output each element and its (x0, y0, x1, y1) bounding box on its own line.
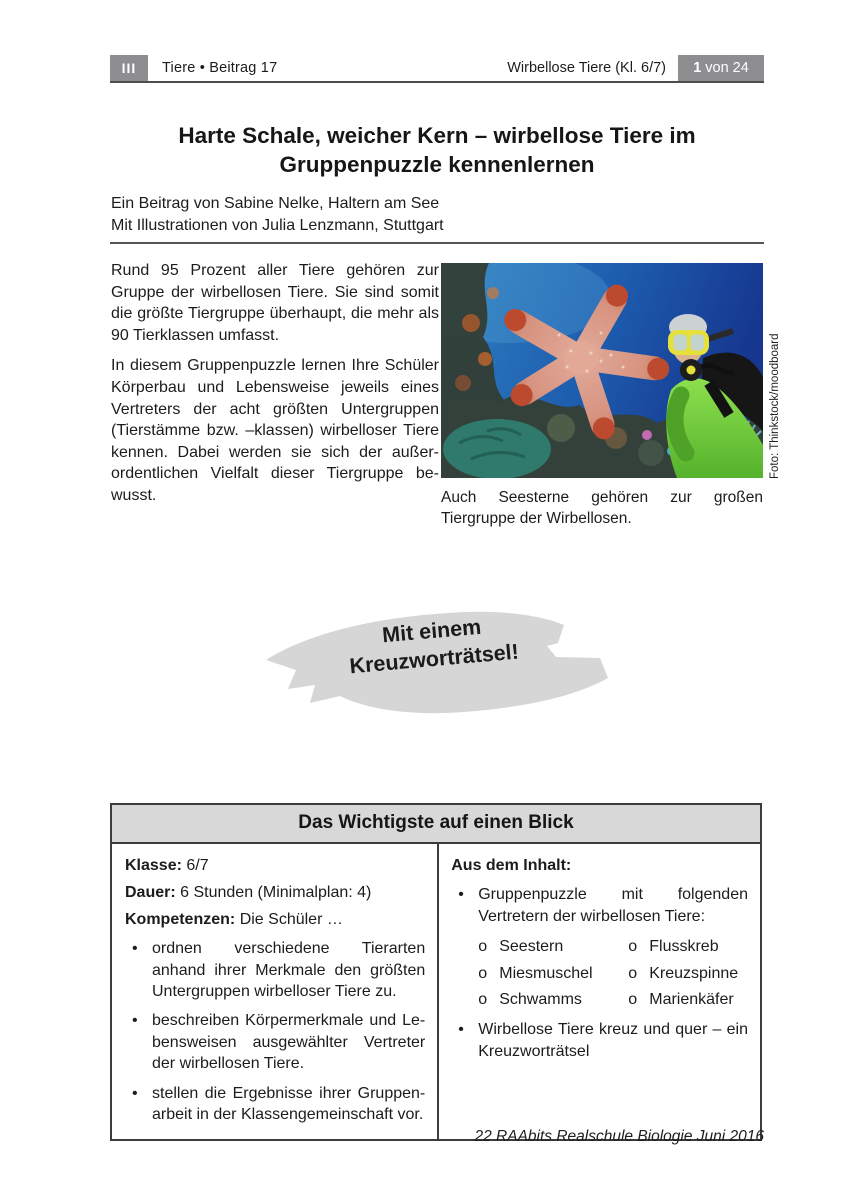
competency-bullet-1 (125, 938, 425, 1002)
banner-line2: Kreuzworträtsel! (348, 639, 520, 679)
inhalt-bullet-2 (451, 1019, 748, 1062)
circle-marker: o (478, 991, 488, 1009)
animal-list (478, 936, 748, 1010)
section-badge: III (110, 55, 148, 81)
author-line2: Mit Illustrationen von Julia Lenzmann, Stuttgart (111, 216, 444, 234)
animal-label: Seestern (499, 938, 564, 956)
animal-item-flusskreb (628, 936, 748, 957)
circle-marker: o (628, 938, 638, 956)
kompetenzen-label: Kompetenzen: (125, 910, 236, 928)
animal-label: Kreuzspinne (649, 964, 739, 982)
photo-credit: Foto: Thinkstock/moodboard (769, 333, 781, 479)
overview-box-body (112, 844, 760, 1139)
circle-marker: o (628, 991, 638, 1009)
overview-right-column (439, 844, 760, 1139)
bullet-marker: • (458, 886, 464, 904)
competency-text-2: beschreiben Körpermerkmale und Lebensweisen ausgewählter Vertreter der wirbellosen Tiere. (152, 1012, 426, 1073)
klasse-label: Klasse: (125, 857, 182, 874)
footer-imprint: 22 RAAbits Realschule Biologie Juni 2016 (474, 1128, 764, 1145)
page-title (110, 122, 764, 179)
bullet-marker: • (132, 940, 138, 958)
inhalt-bullet-1 (451, 884, 748, 927)
author-line1: Ein Beitrag von Sabine Nelke, Haltern am See (111, 195, 440, 212)
competency-text-3: stellen die Ergebnisse ihrer Gruppenarbeit in der Klassengemeinschaft vor. (152, 1084, 426, 1124)
page-number-badge (678, 55, 764, 81)
header-rule (110, 81, 764, 83)
crossword-banner (248, 598, 613, 728)
underwater-scene-illustration (441, 263, 763, 478)
inhalt-bullet-2-text: Wirbellose Tiere kreuz und quer – ein Kreuzworträtsel (478, 1021, 748, 1060)
page-header (110, 55, 764, 81)
dauer-value: 6 Stunden (Minimalplan: 4) (180, 883, 372, 901)
kompetenzen-row (125, 909, 425, 930)
animal-item-seestern (478, 936, 628, 957)
circle-marker: o (478, 964, 488, 982)
divider-rule (110, 242, 764, 244)
animal-item-miesmuschel (478, 963, 628, 984)
bullet-marker: • (458, 1021, 464, 1039)
kompetenzen-value: Die Schüler … (239, 910, 343, 928)
author-block (111, 193, 765, 236)
header-right-label: Wirbellose Tiere (Kl. 6/7) (507, 60, 666, 76)
overview-box (110, 803, 762, 1141)
dauer-row (125, 882, 425, 903)
circle-marker: o (628, 964, 638, 982)
overview-box-title: Das Wichtigste auf einen Blick (112, 805, 760, 844)
competency-text-1: ordnen verschiedene Tierarten anhand ihrer Merkmale den größten Untergruppen wirbelloser Tiere zu. (152, 940, 426, 1001)
header-left-label: Tiere • Beitrag 17 (162, 60, 278, 76)
bullet-marker: • (132, 1084, 138, 1102)
klasse-value: 6/7 (186, 857, 209, 874)
animal-item-marienkaefer (628, 989, 748, 1010)
banner-line1: Mit einem (381, 614, 483, 648)
animal-label: Schwamms (499, 991, 582, 1009)
dauer-label: Dauer: (125, 883, 176, 901)
animal-item-kreuzspinne (628, 963, 748, 984)
overview-left-column (112, 844, 439, 1139)
animal-item-schwamms (478, 989, 628, 1010)
intro-paragraph-2: In diesem Gruppenpuzzle lernen Ihre Schüler Körperbau und Lebensweise jeweils eines Vertreters der acht größten Untergruppen (Tierstämme bzw. –klassen) wirbelloser Tiere kennen. Dabei werden sie sich der außerordentlichen Vielfalt dieser Tiergruppe bewusst. (111, 357, 439, 504)
animal-label: Miesmuschel (499, 964, 593, 982)
animal-label: Marienkäfer (649, 991, 734, 1009)
page-title-line1: Harte Schale, weicher Kern – wirbellose Tiere im (178, 123, 696, 148)
intro-paragraph-1: Rund 95 Prozent aller Tiere gehören zur Gruppe der wirbellosen Tiere. Sie sind somit die größte Tiergruppe überhaupt, die mehr als 90 Tierklassen umfasst. (111, 262, 439, 344)
photo-caption: Auch Seesterne gehören zur großen Tiergruppe der Wirbellosen. (441, 489, 763, 527)
page-count: von 24 (705, 60, 749, 76)
competency-bullet-2 (125, 1010, 425, 1074)
bullet-marker: • (132, 1012, 138, 1030)
inhalt-title: Aus dem Inhalt: (451, 857, 572, 874)
klasse-row (125, 855, 425, 876)
page-number: 1 (693, 60, 702, 76)
circle-marker: o (478, 938, 488, 956)
page-title-line2: Gruppenpuzzle kennenlernen (279, 151, 595, 177)
intro-text (111, 260, 439, 516)
competency-bullet-3 (125, 1083, 425, 1126)
inhalt-bullet-1-text: Gruppenpuzzle mit folgenden Vertretern der wirbellosen Tiere: (478, 886, 748, 925)
starfish-diver-photo (441, 263, 763, 478)
animal-label: Flusskreb (649, 938, 719, 956)
